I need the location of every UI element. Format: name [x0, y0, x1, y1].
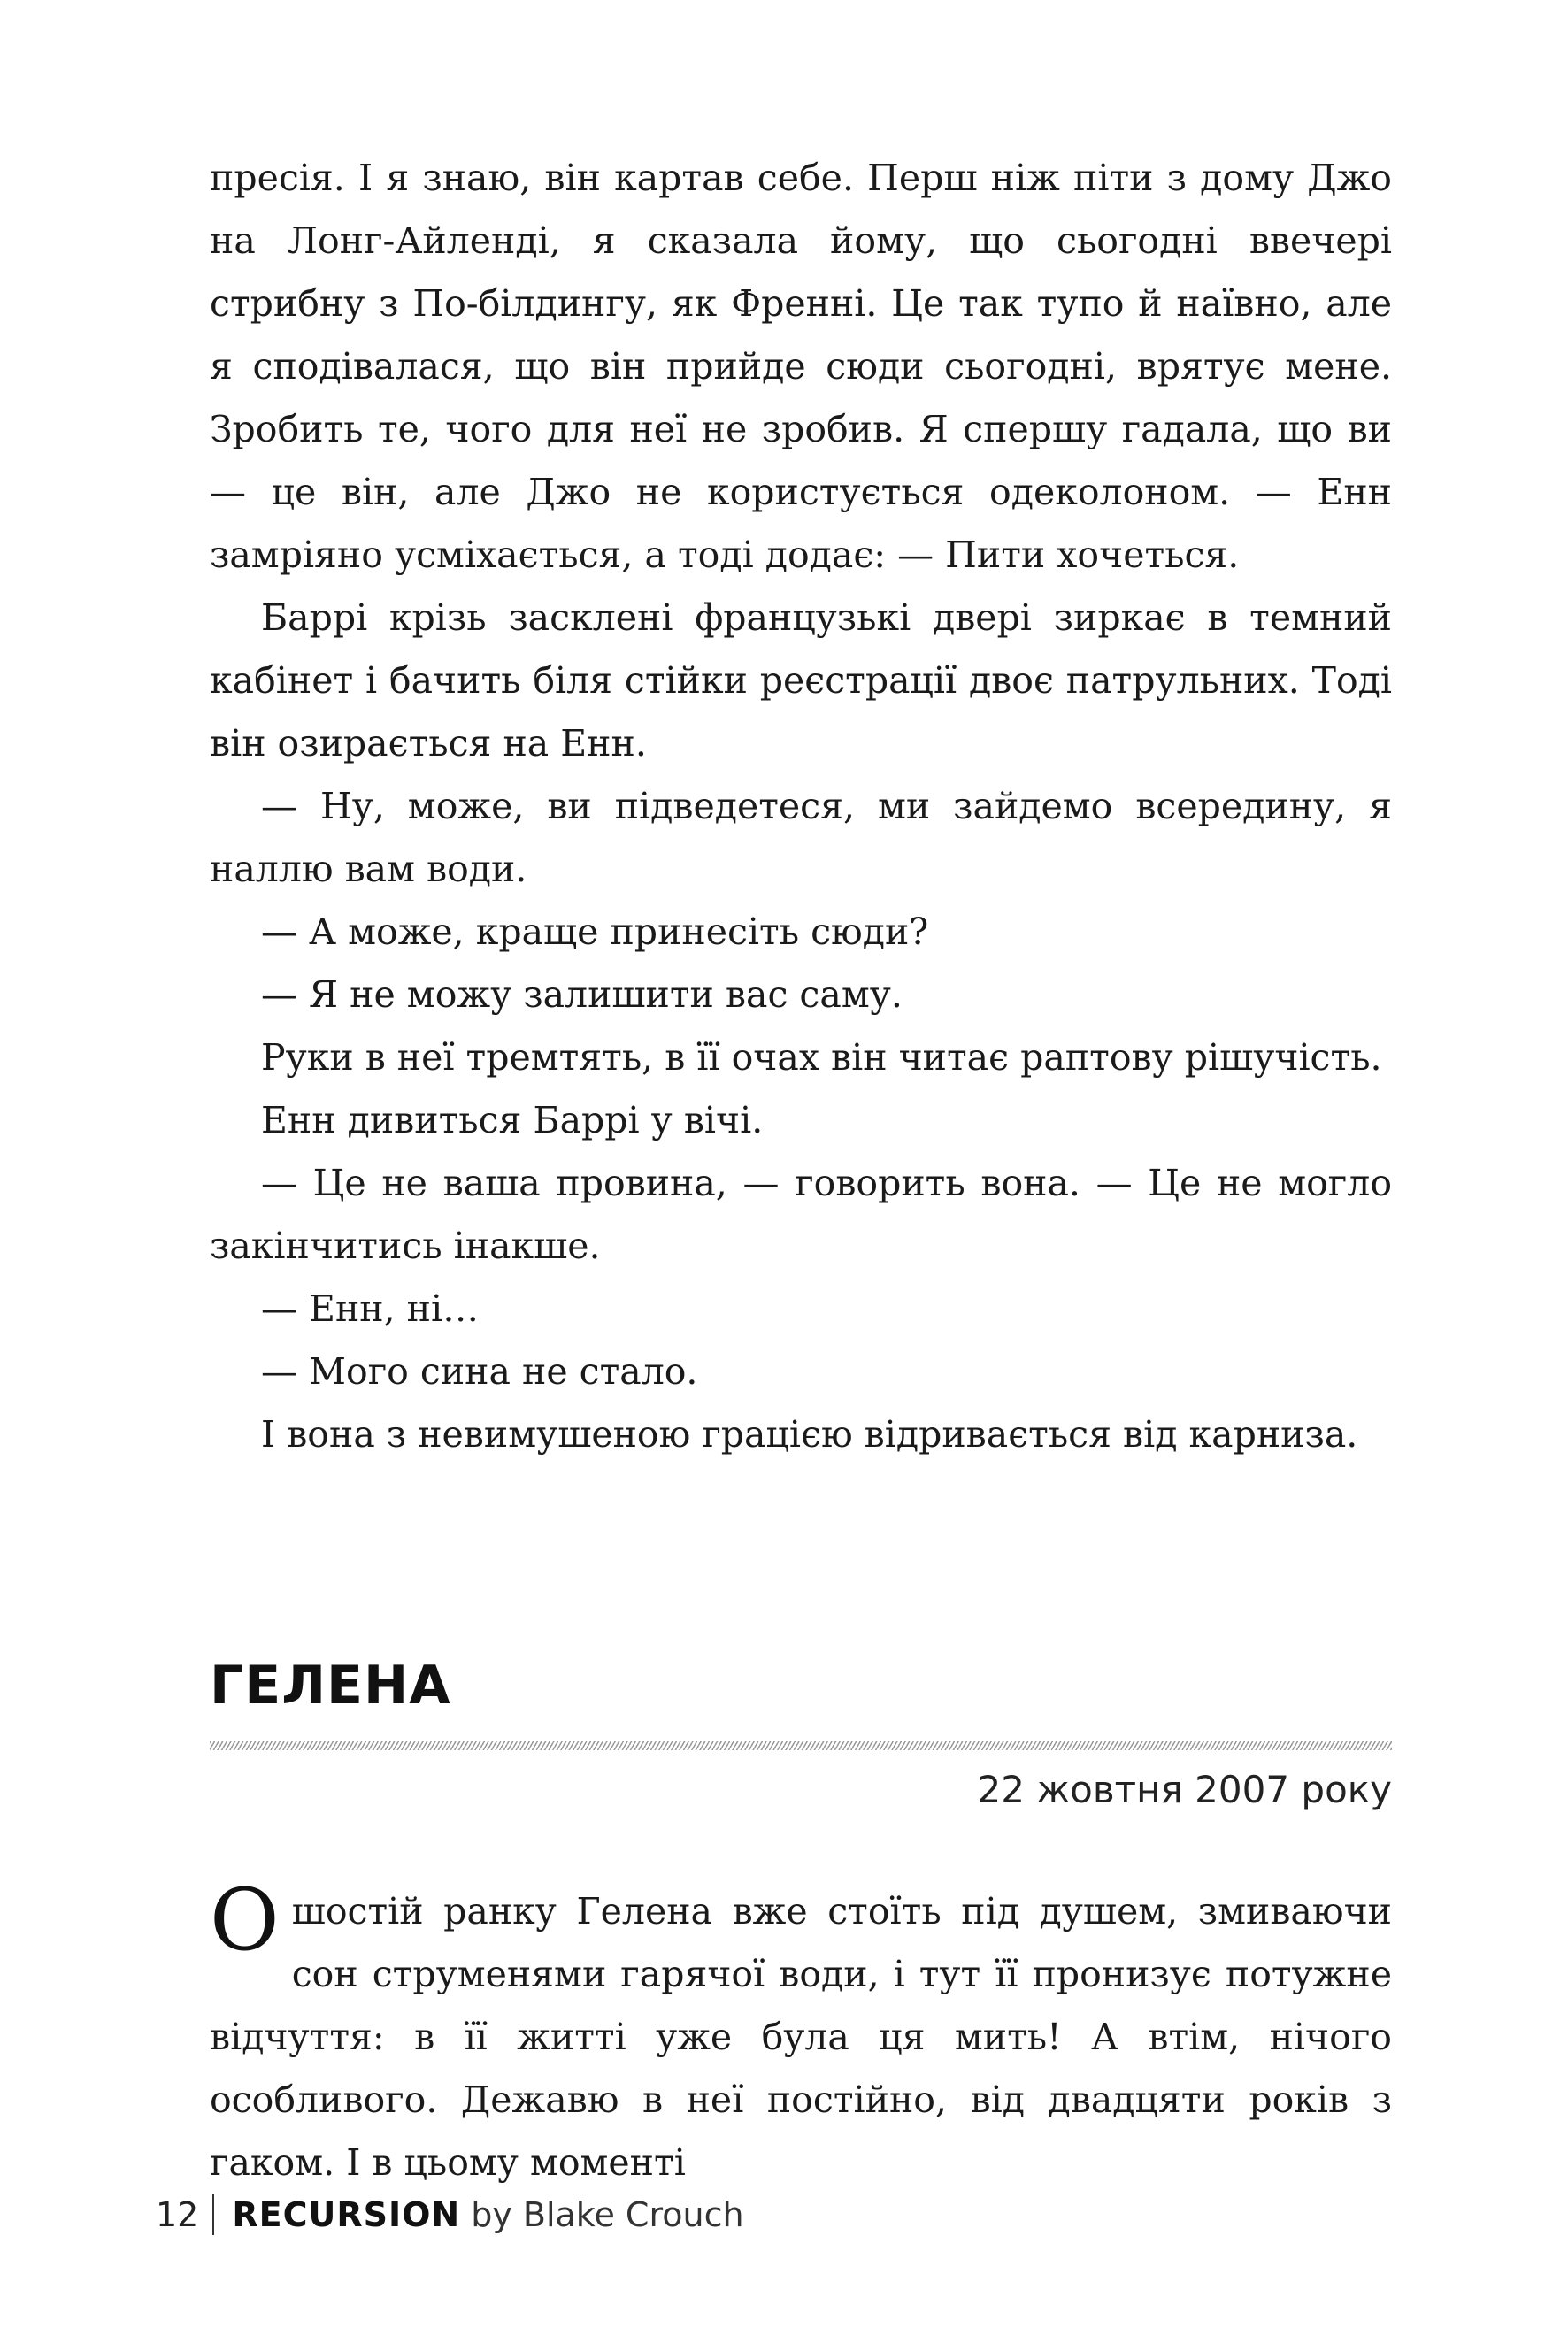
chapter-body: [210, 1871, 1392, 2194]
dialogue-line: — Ну, може, ви підведетеся, ми зайдемо всередину, я наллю вам води.: [210, 785, 1392, 890]
author-byline: by Blake Crouch: [471, 2195, 744, 2234]
paragraph: Енн дивиться Баррі у вічі.: [261, 1099, 764, 1141]
chapter-title: ГЕЛЕНА: [210, 1655, 451, 1717]
chapter-divider: [210, 1741, 1392, 1750]
page-number: 12: [156, 2195, 199, 2234]
chapter-date: 22 жовтня 2007 року: [977, 1768, 1392, 1811]
footer-separator: [212, 2194, 214, 2235]
paragraph-continuation: пресія. І я знаю, він картав себе. Перш ніж піти з дому Джо на Лонг-Айленді, я сказала йому, що сьогодні ввечері стрибну з По-білдингу, як Френні. Це так тупо й наївно, але я сподівалася, що він прийде сюди сьогодні, врятує мене. Зробить те, чого для неї не зробив. Я спершу гадала, що ви — це він, але Джо не користується одеколоном. — Енн замріяно усміхається, а тоді додає: — Пити хочеться.: [210, 157, 1392, 576]
book-title: RECURSION: [232, 2195, 461, 2234]
body-text: [210, 147, 1392, 1466]
drop-cap: О: [210, 1871, 280, 1970]
dialogue-line: — Мого сина не стало.: [261, 1350, 698, 1393]
chapter-opening-text: шостій ранку Гелена вже стоїть під душем, змиваючи сон струменями гарячої води, і тут її пронизує потужне відчуття: в її житті уже була ця мить! А втім, нічого особливого. Дежавю в неї постійно, від двадцяти років з гаком. І в цьому моменті: [210, 1890, 1392, 2184]
dialogue-line: — Це не ваша провина, — говорить вона. — Це не могло закінчитись інакше.: [210, 1162, 1392, 1267]
paragraph: Руки в неї тремтять, в її очах він читає раптову рішучість.: [261, 1036, 1382, 1079]
dialogue-line: — А може, краще принесіть сюди?: [261, 910, 929, 953]
dialogue-line: — Енн, ні…: [261, 1287, 480, 1330]
page-footer: [156, 2193, 744, 2238]
paragraph: І вона з невимушеною грацією відривається від карниза.: [261, 1413, 1358, 1456]
paragraph: Баррі крізь засклені французькі двері зиркає в темний кабінет і бачить біля стійки реєстрації двоє патрульних. Тоді він озирається на Енн.: [210, 596, 1392, 764]
chapter-opening-paragraph: [210, 1871, 1392, 2194]
dialogue-line: — Я не можу залишити вас саму.: [261, 973, 903, 1016]
